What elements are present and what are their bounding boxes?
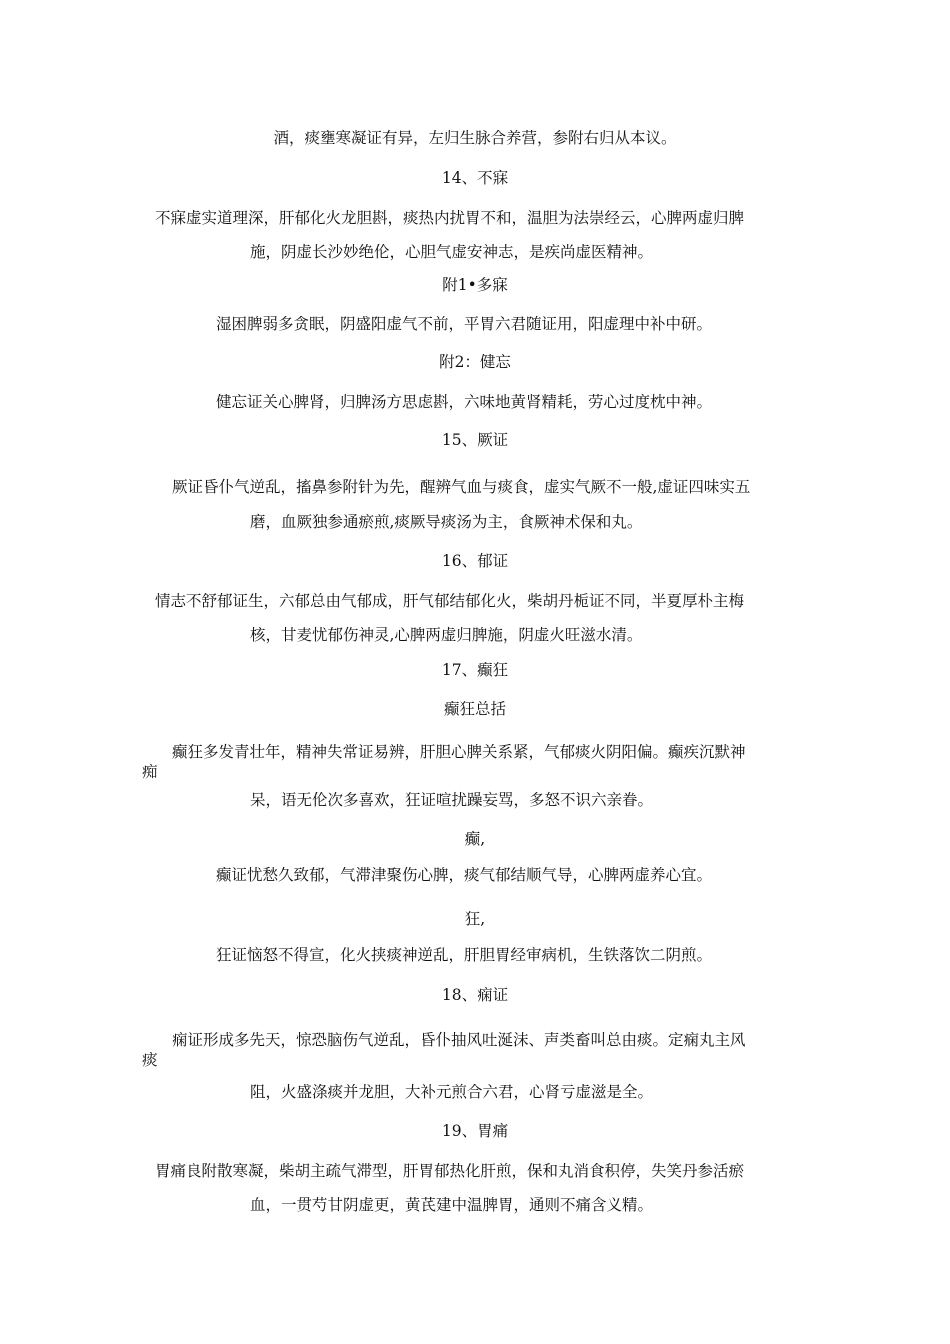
section-heading-16: 16、郁证 xyxy=(441,552,509,570)
verse-line: 痫证形成多先天，惊恐脑伤气逆乱，昏仆抽风吐涎沫、声类畜叫总由痰。定痫丸主风 xyxy=(172,1031,746,1049)
section-heading-15: 15、厥证 xyxy=(441,431,509,449)
verse-line: 癫证忧愁久致郁，气滞津聚伤心脾，痰气郁结顺气导，心脾两虚养心宜。 xyxy=(216,866,713,884)
subsection-heading: 狂, xyxy=(464,910,486,928)
subsection-heading: 附2：健忘 xyxy=(439,353,511,371)
section-heading-14: 14、不寐 xyxy=(441,169,509,187)
verse-line: 胃痛良附散寒凝，柴胡主疏气滞型，肝胃郁热化肝煎，保和丸消食积停，失笑丹参活瘀 xyxy=(155,1162,745,1180)
verse-line: 健忘证关心脾肾，归脾汤方思虑斟，六味地黄肾精耗，劳心过度枕中神。 xyxy=(216,393,713,411)
section-heading-17: 17、癫狂 xyxy=(441,661,509,679)
verse-line: 阻，火盛涤痰并龙胆，大补元煎合六君，心肾亏虚滋是全。 xyxy=(250,1083,654,1101)
verse-line: 酒，痰壅寒凝证有异，左归生脉合养营，参附右归从本议。 xyxy=(273,129,677,147)
verse-line: 核，甘麦忧郁伤神灵,心脾两虚归脾施，阴虚火旺滋水清。 xyxy=(250,626,643,644)
section-heading-18: 18、痫证 xyxy=(441,986,509,1004)
verse-line: 狂证恼怒不得宣，化火挟痰神逆乱，肝胆胃经审病机，生铁落饮二阴煎。 xyxy=(216,946,713,964)
verse-line: 情志不舒郁证生，六郁总由气郁成，肝气郁结郁化火，柴胡丹栀证不同，半夏厚朴主梅 xyxy=(155,592,745,610)
verse-line-wrap: 痴 xyxy=(142,763,158,781)
verse-line: 厥证昏仆气逆乱，搐鼻参附针为先，醒辨气血与痰食，虚实气厥不一般,虚证四味实五 xyxy=(172,478,751,496)
verse-line: 呆，语无伦次多喜欢，狂证喧扰躁妄骂，多怒不识六亲眷。 xyxy=(250,791,654,809)
verse-line: 湿困脾弱多贪眠，阴盛阳虚气不前，平胃六君随证用，阳虚理中补中研。 xyxy=(216,315,713,333)
verse-line: 血，一贯芍甘阴虚更，黄芪建中温脾胃，通则不痛含义精。 xyxy=(250,1196,654,1214)
verse-line: 施，阴虚长沙妙绝伦，心胆气虚安神志，是疾尚虚医精神。 xyxy=(250,243,654,261)
subsection-heading: 附1•多寐 xyxy=(442,276,508,294)
verse-line: 癫狂多发青壮年，精神失常证易辨，肝胆心脾关系紧，气郁痰火阴阳偏。癫疾沉默神 xyxy=(172,743,746,761)
verse-line-wrap: 痰 xyxy=(142,1051,158,1069)
verse-line: 磨，血厥独参通瘀煎,痰厥导痰汤为主，食厥神术保和丸。 xyxy=(250,513,643,531)
subsection-heading: 癫, xyxy=(464,830,486,848)
subsection-heading: 癫狂总括 xyxy=(443,700,506,718)
section-heading-19: 19、胃痛 xyxy=(441,1122,509,1140)
verse-line: 不寐虚实道理深，肝郁化火龙胆斟，痰热内扰胃不和，温胆为法崇经云，心脾两虚归脾 xyxy=(155,209,745,227)
